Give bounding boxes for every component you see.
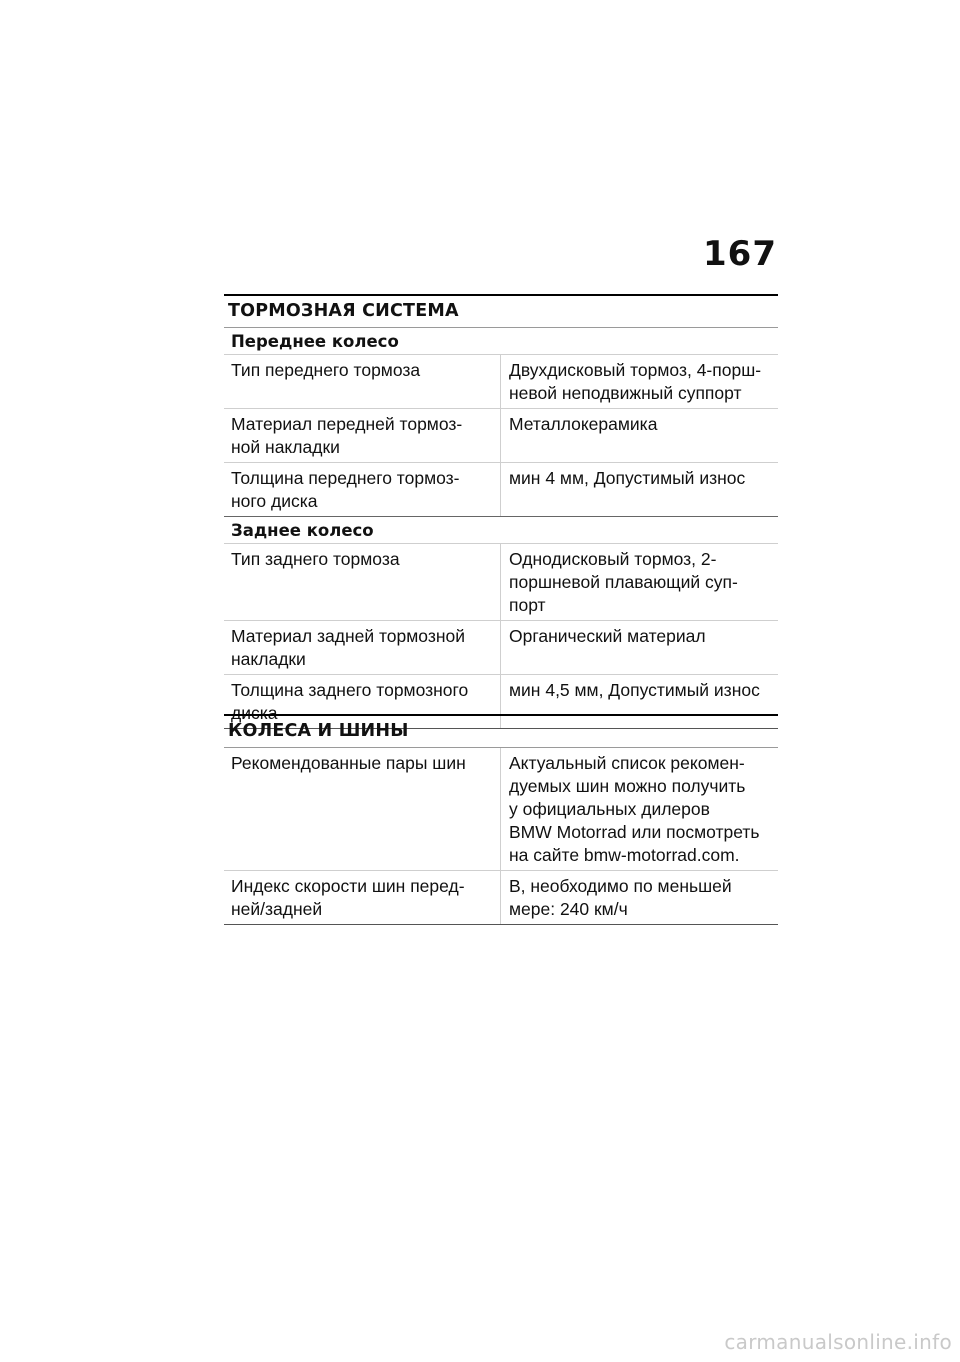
table-row	[224, 409, 778, 463]
row-label: Индекс скорости шин перед- ней/задней	[224, 871, 501, 924]
row-value: Металлокерамика	[509, 414, 658, 434]
row-label: Тип заднего тормоза	[224, 544, 501, 620]
table-row	[224, 871, 778, 925]
watermark: carmanualsonline.info	[724, 1330, 952, 1354]
row-value: В, необходимо по меньшей мере: 240 км/ч	[509, 876, 732, 919]
table-row	[224, 463, 778, 517]
row-value: Органический материал	[509, 626, 706, 646]
table-row	[224, 544, 778, 621]
row-value: мин 4,5 мм, Допустимый износ	[509, 680, 760, 700]
section-title-brakes: ТОРМОЗНАЯ СИСТЕМА	[228, 301, 459, 321]
page-number: 167	[703, 234, 777, 274]
wheels-tires-section	[224, 714, 778, 925]
front-wheel-heading: Переднее колесо	[224, 328, 778, 355]
table-row	[224, 621, 778, 675]
table-row	[224, 748, 778, 871]
rear-wheel-heading: Заднее колесо	[224, 517, 778, 544]
row-label: Рекомендованные пары шин	[224, 748, 501, 870]
brake-system-section	[224, 294, 778, 729]
table-row	[224, 355, 778, 409]
row-value: Однодисковый тормоз, 2- поршневой плавающий суп- порт	[509, 549, 738, 615]
row-value: Двухдисковый тормоз, 4-порш- невой неподвижный суппорт	[509, 360, 762, 403]
row-label: Материал передней тормоз- ной накладки	[224, 409, 501, 462]
row-label: Толщина заднего тормозного диска	[224, 675, 501, 728]
section-title-wheels: КОЛЕСА И ШИНЫ	[228, 721, 409, 741]
row-value: Актуальный список рекомен- дуемых шин можно получить у официальных дилеров BMW Motorrad или посмотреть на сайте bmw-motorrad.com.	[509, 753, 760, 865]
row-label: Тип переднего тормоза	[224, 355, 501, 408]
row-value: мин 4 мм, Допустимый износ	[509, 468, 746, 488]
row-label: Толщина переднего тормоз- ного диска	[224, 463, 501, 516]
row-label: Материал задней тормозной накладки	[224, 621, 501, 674]
